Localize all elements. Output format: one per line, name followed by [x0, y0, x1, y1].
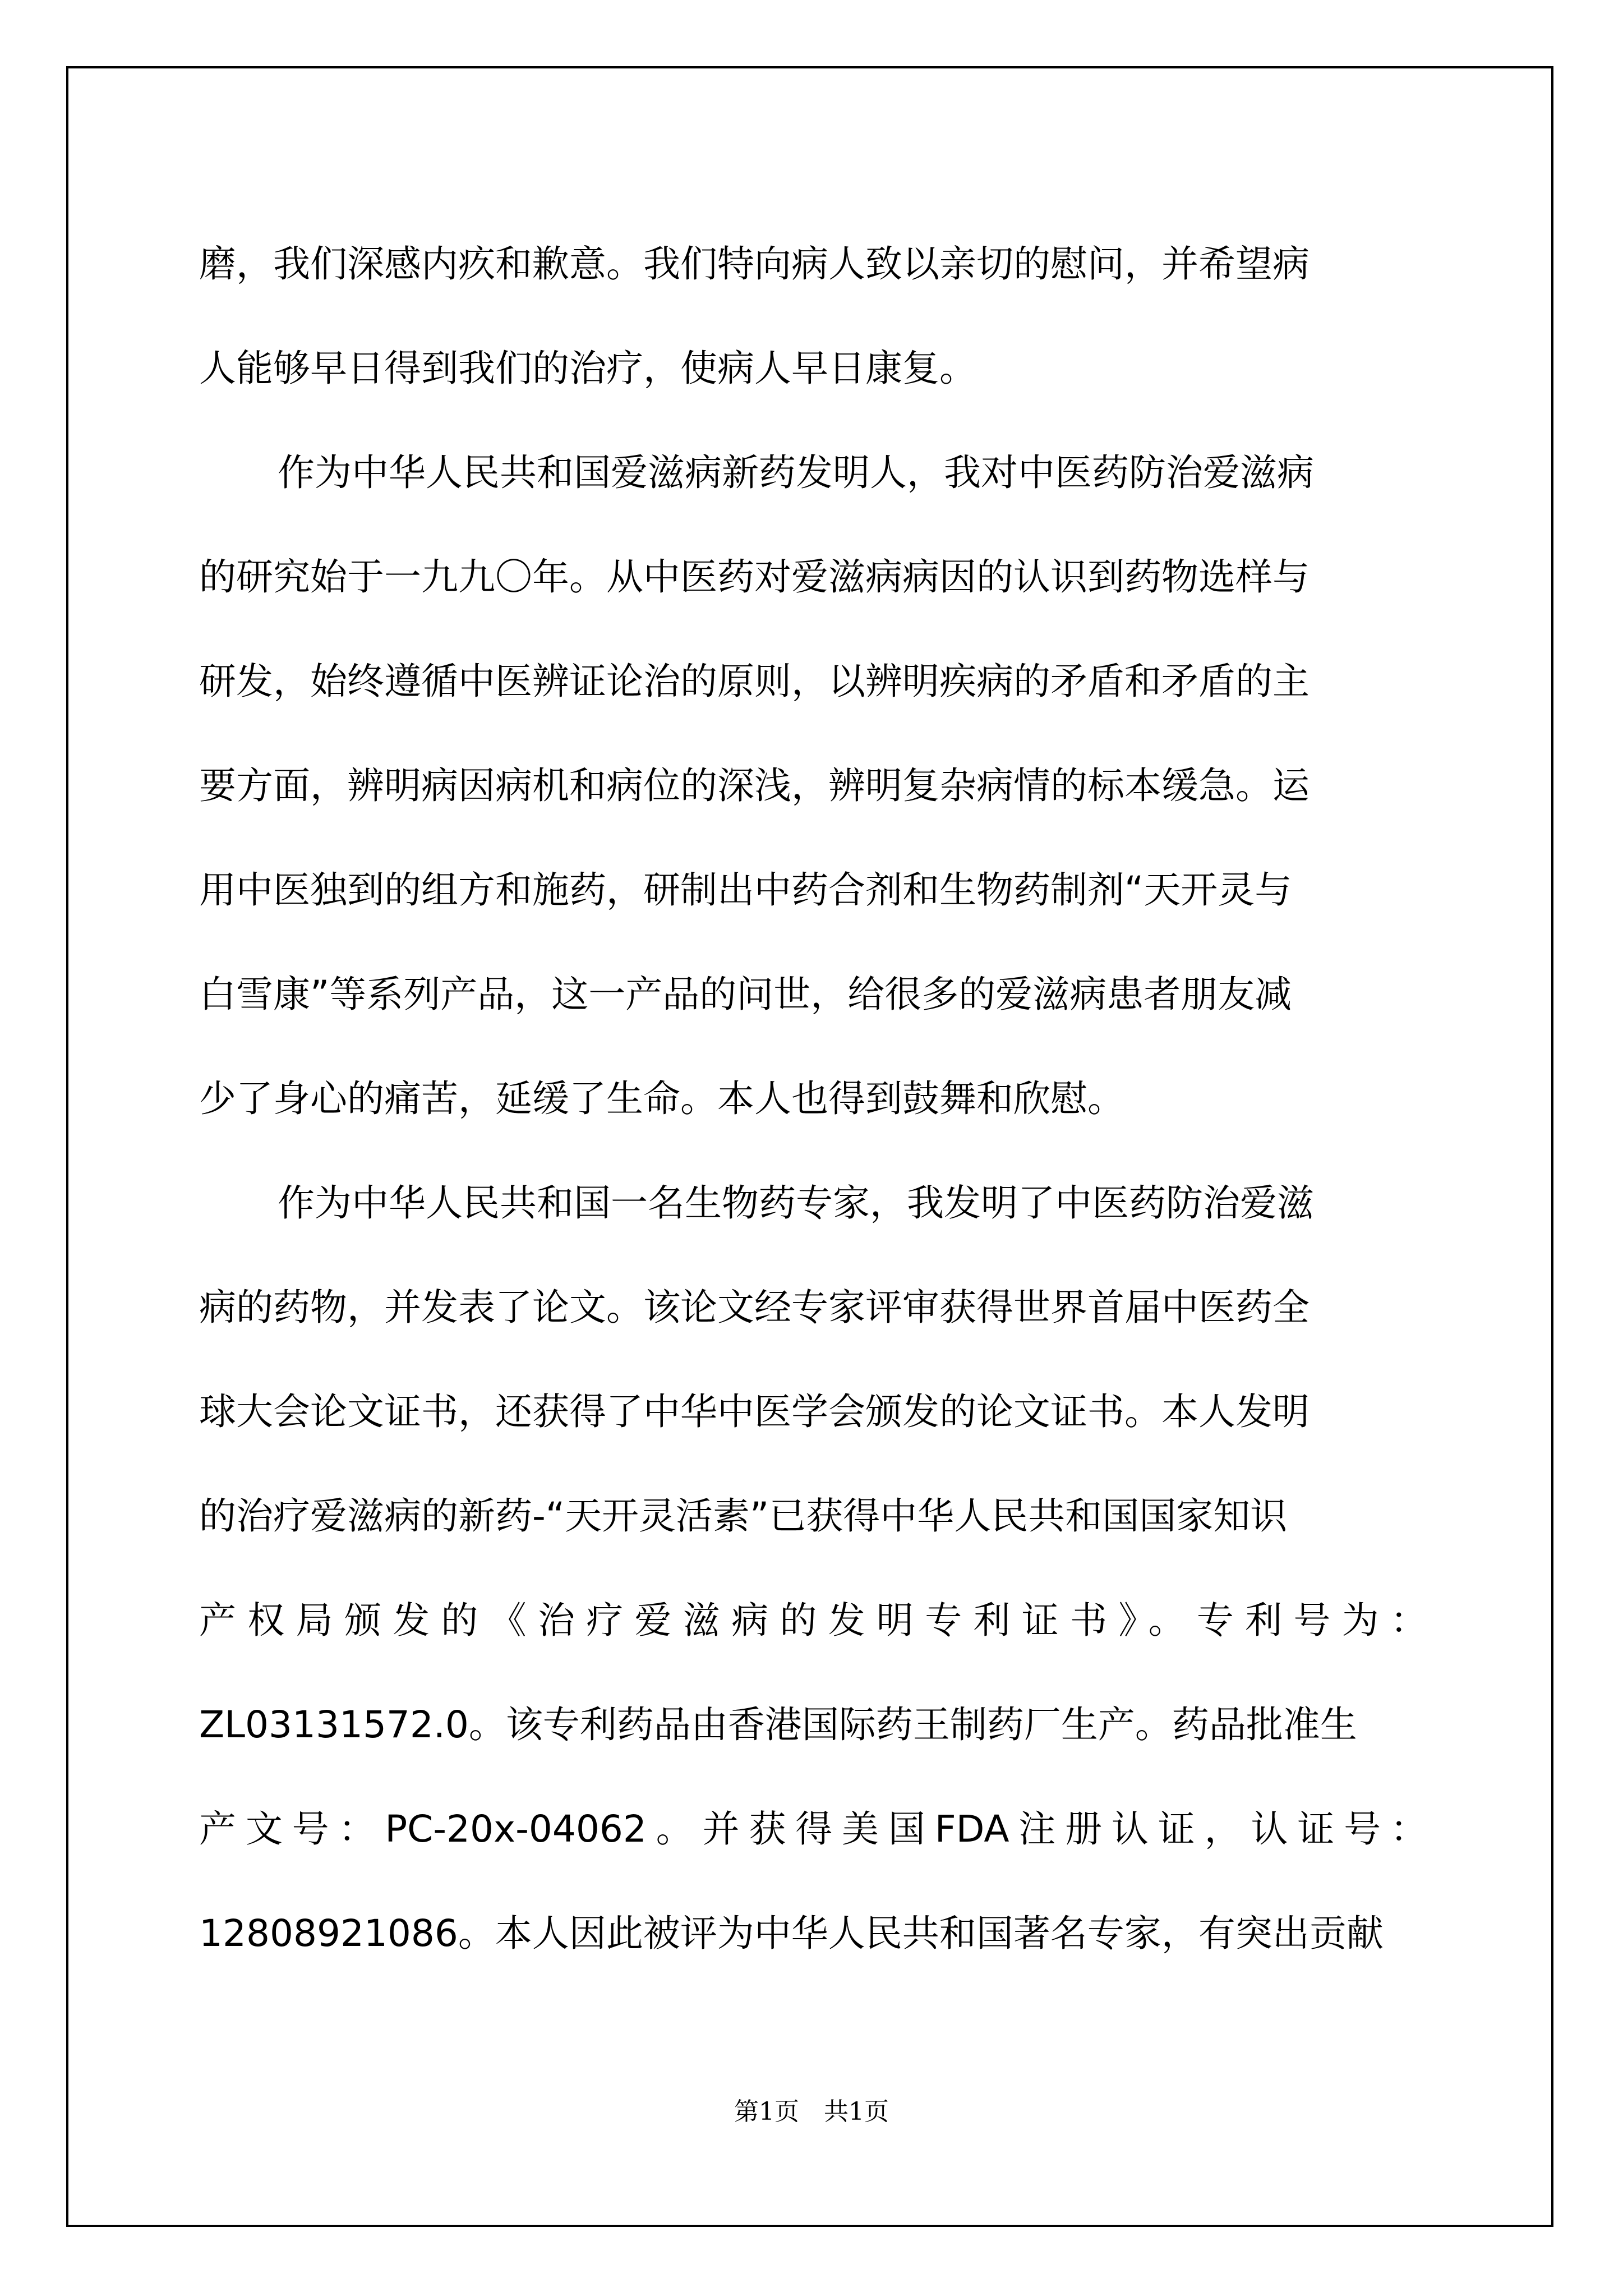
- text-line: 的治疗爱滋病的新药-“天开灵活素”已获得中华人民共和国国家知识: [199, 1494, 1288, 1538]
- text-line: 球大会论文证书，还获得了中华中医学会颁发的论文证书。本人发明: [199, 1390, 1310, 1433]
- text-line: 病的药物，并发表了论文。该论文经专家评审获得世界首届中医药全: [199, 1286, 1310, 1329]
- text-line: 的研究始于一九九〇年。从中医药对爱滋病病因的认识到药物选样与: [199, 555, 1310, 599]
- paragraph-first-line: 作为中华人民共和国爱滋病新药发明人，我对中医药防治爱滋病: [278, 451, 1314, 494]
- text-line: 磨，我们深感内疚和歉意。我们特向病人致以亲切的慰问，并希望病: [199, 242, 1310, 286]
- text-line: 产权局颁发的《治疗爱滋病的发明专利证书》。专利号为：: [199, 1599, 1427, 1642]
- text-line: 少了身心的痛苦，延缓了生命。本人也得到鼓舞和欣慰。: [199, 1077, 1124, 1120]
- text-line: 产文号：PC-20x-04062。并获得美国FDA注册认证，认证号：: [199, 1807, 1427, 1851]
- page-footer: 第1页 共1页: [734, 2097, 889, 2126]
- text-line: 用中医独到的组方和施药，研制出中药合剂和生物药制剂“天开灵与: [199, 868, 1292, 912]
- text-line: 白雪康”等系列产品，这一产品的问世，给很多的爱滋病患者朋友减: [199, 973, 1292, 1016]
- text-line: 12808921086。本人因此被评为中华人民共和国著名专家，有突出贡献: [199, 1912, 1384, 1955]
- text-line: 人能够早日得到我们的治疗，使病人早日康复。: [199, 347, 976, 390]
- text-line: 研发，始终遵循中医辨证论治的原则，以辨明疾病的矛盾和矛盾的主: [199, 660, 1310, 703]
- text-line: ZL03131572.0。该专利药品由香港国际药王制药厂生产。药品批准生: [199, 1703, 1357, 1746]
- document-body: [199, 212, 1427, 1986]
- paragraph-first-line: 作为中华人民共和国一名生物药专家，我发明了中医药防治爱滋: [278, 1181, 1314, 1225]
- text-line: 要方面，辨明病因病机和病位的深浅，辨明复杂病情的标本缓急。运: [199, 764, 1310, 807]
